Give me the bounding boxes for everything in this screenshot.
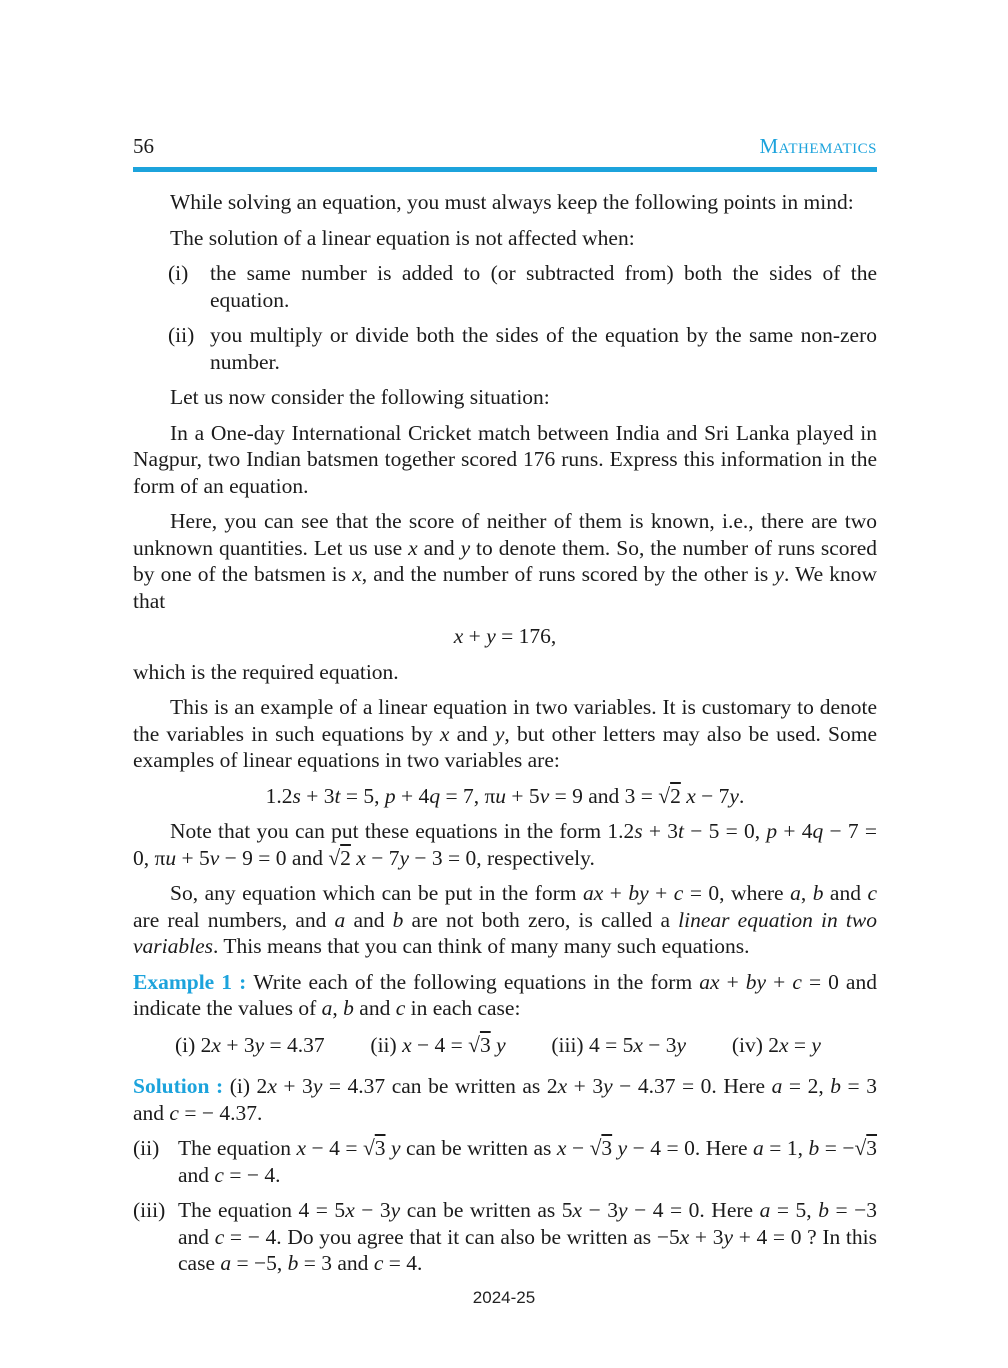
- sqrt-expression: √2: [328, 845, 351, 870]
- text-run: and: [449, 721, 495, 746]
- paragraph: [133, 818, 877, 871]
- text-run: b: [808, 1136, 820, 1160]
- text-run: − 7 = 0, π: [133, 819, 877, 870]
- text-run: + 3: [300, 783, 335, 808]
- text-run: + 3: [567, 1074, 604, 1098]
- text-run: y: [460, 535, 471, 560]
- equation-item: [551, 1032, 686, 1059]
- text-run: + 4 = 0 ? In this case: [178, 1224, 877, 1275]
- text-run: y: [603, 1074, 613, 1098]
- paragraph: [133, 1073, 877, 1126]
- text-run: y: [676, 1032, 687, 1057]
- text-run: x: [556, 1136, 567, 1160]
- text-run: Here, you can see that the score of neither of them is known, i.e., there are two unknown quantities. Let us use: [133, 509, 877, 560]
- text-run: = 9 and 3 =: [549, 783, 659, 808]
- paragraph: [133, 694, 877, 774]
- paragraph: [133, 969, 877, 1022]
- text-run: Let us now consider the following situation:: [170, 385, 550, 409]
- text-run: = 176,: [495, 624, 557, 648]
- equation: [133, 783, 877, 810]
- text-run: x: [557, 1074, 568, 1098]
- list-item: [133, 322, 877, 375]
- text-run: p: [766, 819, 778, 843]
- text-run: b: [818, 1198, 829, 1222]
- text-run: + 5: [176, 845, 210, 870]
- text-run: − 9 = 0 and: [219, 845, 329, 870]
- footer-text: 2024-25: [472, 1288, 536, 1307]
- text-run: − 3: [642, 1032, 677, 1057]
- text-run: b: [287, 1251, 299, 1275]
- text-run: = 4.: [383, 1251, 423, 1275]
- text-run: b: [392, 907, 404, 932]
- text-run: ,: [332, 996, 344, 1020]
- text-run: to denote them. So, the number of runs scored by one of the batsmen is: [133, 535, 877, 586]
- text-run: y: [391, 1136, 401, 1160]
- text-run: = 2,: [782, 1074, 831, 1098]
- text-run: While solving an equation, you must always keep the following points in mind:: [170, 190, 854, 214]
- paragraph: [133, 225, 877, 252]
- text-run: Example 1 :: [133, 969, 254, 994]
- text-run: can be written as 5: [400, 1198, 573, 1222]
- text-run: x: [211, 1032, 221, 1057]
- text-run: − 3: [582, 1198, 619, 1222]
- text-run: = 5,: [770, 1198, 819, 1222]
- equation-item: [370, 1032, 505, 1059]
- text-run: c: [169, 1100, 179, 1125]
- list-item: [133, 1135, 877, 1188]
- text-run: in each case:: [405, 996, 521, 1020]
- paragraph: [133, 508, 877, 614]
- text-run: x: [572, 1198, 583, 1222]
- text-run: + 3: [276, 1074, 313, 1098]
- equation-item: [175, 1032, 325, 1059]
- header-rule: [133, 167, 877, 172]
- text-run: − 4 =: [305, 1136, 363, 1160]
- text-run: = 4.37 can be written as 2: [322, 1074, 558, 1098]
- text-run: + 5: [506, 783, 540, 808]
- text-run: and: [823, 881, 868, 905]
- text-run: which is the required equation.: [133, 659, 399, 684]
- text-run: In a One-day International Cricket match between India and Sri Lanka played in Nagpur, two Indian batsmen together scored 176 runs. Express this information in the form of an equation.: [133, 420, 877, 498]
- text-run: x: [453, 624, 464, 648]
- text-run: y: [312, 1074, 323, 1098]
- text-run: (i) 2: [229, 1074, 268, 1098]
- text-run: y: [774, 562, 784, 586]
- text-run: a: [771, 1074, 783, 1098]
- paragraph: [133, 659, 877, 686]
- page-content: [133, 189, 877, 1286]
- text-run: Write each of the following equations in the form: [253, 969, 700, 994]
- text-run: c: [395, 996, 406, 1020]
- text-run: − 4 =: [411, 1032, 469, 1057]
- text-run: ax: [582, 881, 604, 905]
- list-item-text: [178, 1197, 877, 1277]
- text-run: − 7: [695, 783, 730, 808]
- text-run: a: [790, 881, 801, 905]
- text-run: c: [867, 881, 878, 905]
- sqrt-expression: √3: [589, 1136, 613, 1160]
- text-run: y: [617, 1136, 628, 1160]
- text-run: can be written as: [400, 1136, 557, 1160]
- text-run: =: [788, 1032, 812, 1057]
- text-run: +: [603, 881, 629, 905]
- paragraph: [133, 420, 877, 500]
- page-header: [133, 134, 877, 159]
- text-run: s: [292, 783, 301, 808]
- equation-item: [732, 1032, 821, 1059]
- text-run: x: [686, 783, 696, 808]
- text-run: = 3 and: [298, 1251, 374, 1275]
- text-run: = 0 and indicate the values of: [133, 969, 877, 1020]
- paragraph: [133, 189, 877, 216]
- text-run: and: [345, 907, 393, 932]
- sqrt-expression: √3: [854, 1136, 878, 1160]
- text-run: The equation 4 = 5: [178, 1198, 346, 1222]
- text-run: = − 4.37.: [178, 1100, 263, 1125]
- text-run: x: [408, 535, 418, 560]
- text-run: x: [352, 562, 362, 586]
- text-run: This is an example of a linear equation in two variables. It is customary to denote the variables in such equations by: [133, 695, 877, 746]
- text-run: − 4 = 0. Here: [627, 1136, 753, 1160]
- text-run: a: [759, 1198, 771, 1222]
- text-run: = 3 and: [133, 1074, 877, 1125]
- text-run: = −5,: [231, 1251, 288, 1275]
- text-run: y: [399, 845, 410, 870]
- text-run: t: [678, 819, 685, 843]
- text-run: c: [673, 881, 684, 905]
- text-run: +: [719, 969, 746, 994]
- text-run: − 4 = 0. Here: [627, 1198, 760, 1222]
- equation-row: [133, 1032, 877, 1059]
- text-run: x: [778, 1032, 789, 1057]
- text-run: y: [496, 1032, 506, 1057]
- text-run: you multiply or divide both the sides of the equation by the same non-zero number.: [210, 323, 877, 374]
- list-marker: (ii): [168, 323, 195, 347]
- text-run: = 1,: [763, 1136, 809, 1160]
- text-run: y: [254, 1032, 265, 1057]
- paragraph: [133, 384, 877, 411]
- page-footer: [0, 1288, 1008, 1308]
- text-run: . This means that you can think of many many such equations.: [213, 934, 750, 958]
- page-number: 56: [133, 134, 154, 158]
- text-run: , and the number of runs scored by the other is: [361, 562, 775, 586]
- text-run: − 4.37 = 0. Here: [612, 1074, 772, 1098]
- text-run: y: [486, 624, 496, 648]
- text-run: c: [214, 1162, 224, 1187]
- text-run: . We know that: [133, 562, 877, 613]
- text-run: + 3: [689, 1224, 724, 1249]
- text-run: y: [494, 721, 505, 746]
- sqrt-expression: √2: [658, 783, 681, 808]
- paragraph: [133, 880, 877, 960]
- text-run: v: [539, 783, 550, 808]
- text-run: + 4: [777, 819, 813, 843]
- text-run: − 3 = 0, respectively.: [409, 845, 595, 870]
- text-run: + 3: [220, 1032, 255, 1057]
- text-run: , but other letters may also be used. Some examples of linear equations in two variables are:: [133, 721, 878, 772]
- text-run: t: [334, 783, 341, 808]
- text-run: = −: [819, 1136, 855, 1160]
- text-run: (ii): [370, 1032, 403, 1057]
- text-run: b: [812, 881, 824, 905]
- list-item-text: [178, 1135, 877, 1188]
- text-run: = 4.37: [264, 1032, 325, 1057]
- text-run: +: [463, 624, 487, 648]
- text-run: c: [373, 1251, 384, 1275]
- text-run: + 3: [642, 819, 679, 843]
- list-item-text: [210, 322, 877, 375]
- text-run: = 7, π: [440, 783, 496, 808]
- text-run: linear equation in two variables: [133, 907, 877, 958]
- equation: [133, 623, 877, 650]
- text-run: b: [830, 1074, 842, 1098]
- text-run: by: [745, 969, 767, 994]
- text-run: y: [618, 1198, 628, 1222]
- text-run: and: [417, 535, 461, 560]
- text-run: = − 4. Do you agree that it can also be written as −5: [224, 1224, 680, 1249]
- text-run: y: [811, 1032, 821, 1057]
- text-run: x: [345, 1198, 355, 1222]
- text-run: ax: [699, 969, 720, 994]
- text-run: c: [792, 969, 802, 994]
- text-run: +: [766, 969, 793, 994]
- text-run: (iii) 4 = 5: [551, 1032, 634, 1057]
- text-run: are real numbers, and: [133, 907, 335, 932]
- text-run: b: [343, 996, 354, 1020]
- text-run: x: [633, 1032, 643, 1057]
- list-item: [133, 260, 877, 313]
- sqrt-expression: √3: [362, 1136, 386, 1160]
- text-run: the same number is added to (or subtracted from) both the sides of the equation.: [210, 261, 877, 312]
- list-item: [133, 1197, 877, 1277]
- list-marker: (ii): [133, 1136, 160, 1160]
- text-run: v: [209, 845, 220, 870]
- text-run: a: [321, 996, 333, 1020]
- list-item-text: [210, 260, 877, 313]
- text-run: + 4: [395, 783, 430, 808]
- text-run: x: [679, 1224, 690, 1249]
- text-run: u: [165, 845, 177, 870]
- text-run: x: [267, 1074, 277, 1098]
- text-run: are not both zero, is called a: [403, 907, 679, 932]
- text-run: u: [495, 783, 507, 808]
- text-run: − 5 = 0,: [684, 819, 767, 843]
- header-title: Mathematics: [759, 134, 877, 158]
- text-run: y: [729, 783, 739, 808]
- text-run: Note that you can put these equations in the form 1.2: [170, 819, 635, 843]
- text-run: y: [390, 1198, 401, 1222]
- text-run: by: [628, 881, 649, 905]
- text-run: a: [334, 907, 346, 932]
- text-run: s: [634, 819, 643, 843]
- text-run: = 5,: [340, 783, 385, 808]
- text-run: (iv) 2: [731, 1032, 779, 1057]
- text-run: So, any equation which can be put in the form: [170, 881, 583, 905]
- text-run: .: [738, 783, 745, 808]
- text-run: a: [753, 1136, 764, 1160]
- text-run: − 7: [365, 845, 400, 870]
- text-run: = − 4.: [223, 1162, 281, 1187]
- text-run: The equation: [178, 1136, 297, 1160]
- sqrt-expression: √3: [468, 1032, 491, 1057]
- text-run: − 3: [354, 1198, 391, 1222]
- text-run: = 0, where: [683, 881, 791, 905]
- text-run: x: [296, 1136, 306, 1160]
- text-run: ,: [800, 881, 813, 905]
- text-run: p: [384, 783, 396, 808]
- text-run: q: [812, 819, 824, 843]
- text-run: Solution :: [133, 1074, 230, 1098]
- text-run: −: [566, 1136, 590, 1160]
- text-run: and: [353, 996, 396, 1020]
- text-run: and: [178, 1162, 215, 1187]
- text-run: x: [439, 721, 450, 746]
- list-marker: (iii): [133, 1198, 166, 1222]
- text-run: x: [402, 1032, 412, 1057]
- text-run: = −3 and: [178, 1198, 877, 1249]
- text-run: q: [429, 783, 441, 808]
- text-run: c: [214, 1224, 225, 1249]
- text-run: a: [220, 1251, 232, 1275]
- text-run: +: [648, 881, 674, 905]
- text-run: 1.2: [265, 783, 293, 808]
- text-run: y: [723, 1224, 734, 1249]
- text-run: x: [356, 845, 366, 870]
- text-run: (i) 2: [175, 1032, 212, 1057]
- list-marker: (i): [168, 261, 189, 285]
- text-run: The solution of a linear equation is not affected when:: [170, 225, 635, 250]
